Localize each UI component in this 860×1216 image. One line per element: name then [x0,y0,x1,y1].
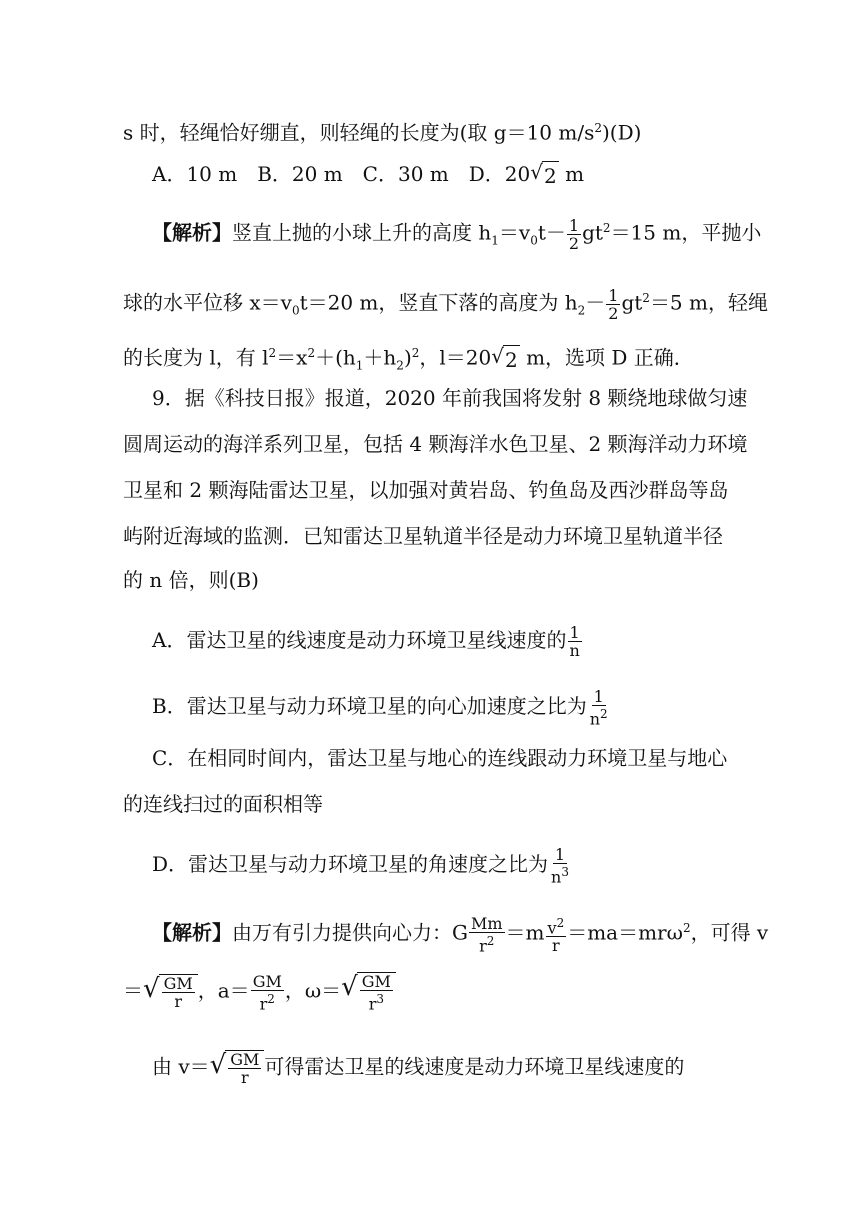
option-d: D．雷达卫星与动力环境卫星的角速度之比为 $\frac{1}{n^3}$ [152,845,569,887]
option-a: A．雷达卫星的线速度是动力环境卫星线速度的 $\frac{1}{n}$ [152,623,580,660]
question-9-line-5: 的 n 倍，则(B) [123,568,259,592]
q8-analysis-line-1: 【解析】竖直上抛的小球上升的高度 $h_1=v_0t-$ $\frac{1}{2}$ $gt^2=15$ m，平抛小 [152,215,762,253]
question-8-stem-tail: s 时，轻绳恰好绷直，则轻绳的长度为(取 g＝10 $m/s^2)(D)$ [123,120,642,145]
q9-analysis-line-1: 【解析】由万有引力提供向心力：G $\frac{Mm}{r^2}$ ＝m $\frac{v^2}{r}$ ＝ma＝mrω$^2$，可得 v [152,913,769,955]
question-9-line-2: 圆周运动的海洋系列卫星，包括 4 颗海洋水色卫星、2 颗海洋动力环境 [123,432,748,456]
question-9-line-1: 9．据《科技日报》报道，2020 年前我国将发射 8 颗绕地球做匀速 [152,386,748,410]
q8-analysis-line-3: 的长度为 l，有 $l^2=x^2+(h_1+h_2)^2$，l＝20 √ 2 m，选项 D 正确． [123,343,694,373]
option-c-line-1: C．在相同时间内，雷达卫星与地心的连线跟动力环境卫星与地心 [152,746,728,770]
q9-analysis-line-3: 由 v＝ √ $\frac{GM}{r}$ 可得雷达卫星的线速度是动力环境卫星线速度的 [152,1050,685,1087]
q9-analysis-line-2: ＝ √ $\frac{GM}{r}$ ，a＝ $\frac{GM}{r^2}$ ，ω＝ √ $\frac{GM}{r^3}$ [123,972,396,1012]
question-9-line-4: 屿附近海域的监测．已知雷达卫星轨道半径是动力环境卫星轨道半径 [123,524,723,548]
question-8-options: A．10 m B．20 m C．30 m D．20 √ 2 m [152,160,585,188]
question-9-line-3: 卫星和 2 颗海陆雷达卫星，以加强对黄岩岛、钓鱼岛及西沙群岛等岛 [123,478,729,502]
option-c-line-2: 的连线扫过的面积相等 [123,792,323,816]
q8-analysis-line-2: 球的水平位移 $x=v_0t=20$ m，竖直下落的高度为 $h_2-$ $\frac{1}{2}$ $gt^2=5$ m，轻绳 [123,285,768,323]
option-b: B．雷达卫星与动力环境卫星的向心加速度之比为 $\frac{1}{n^2}$ [152,687,608,729]
